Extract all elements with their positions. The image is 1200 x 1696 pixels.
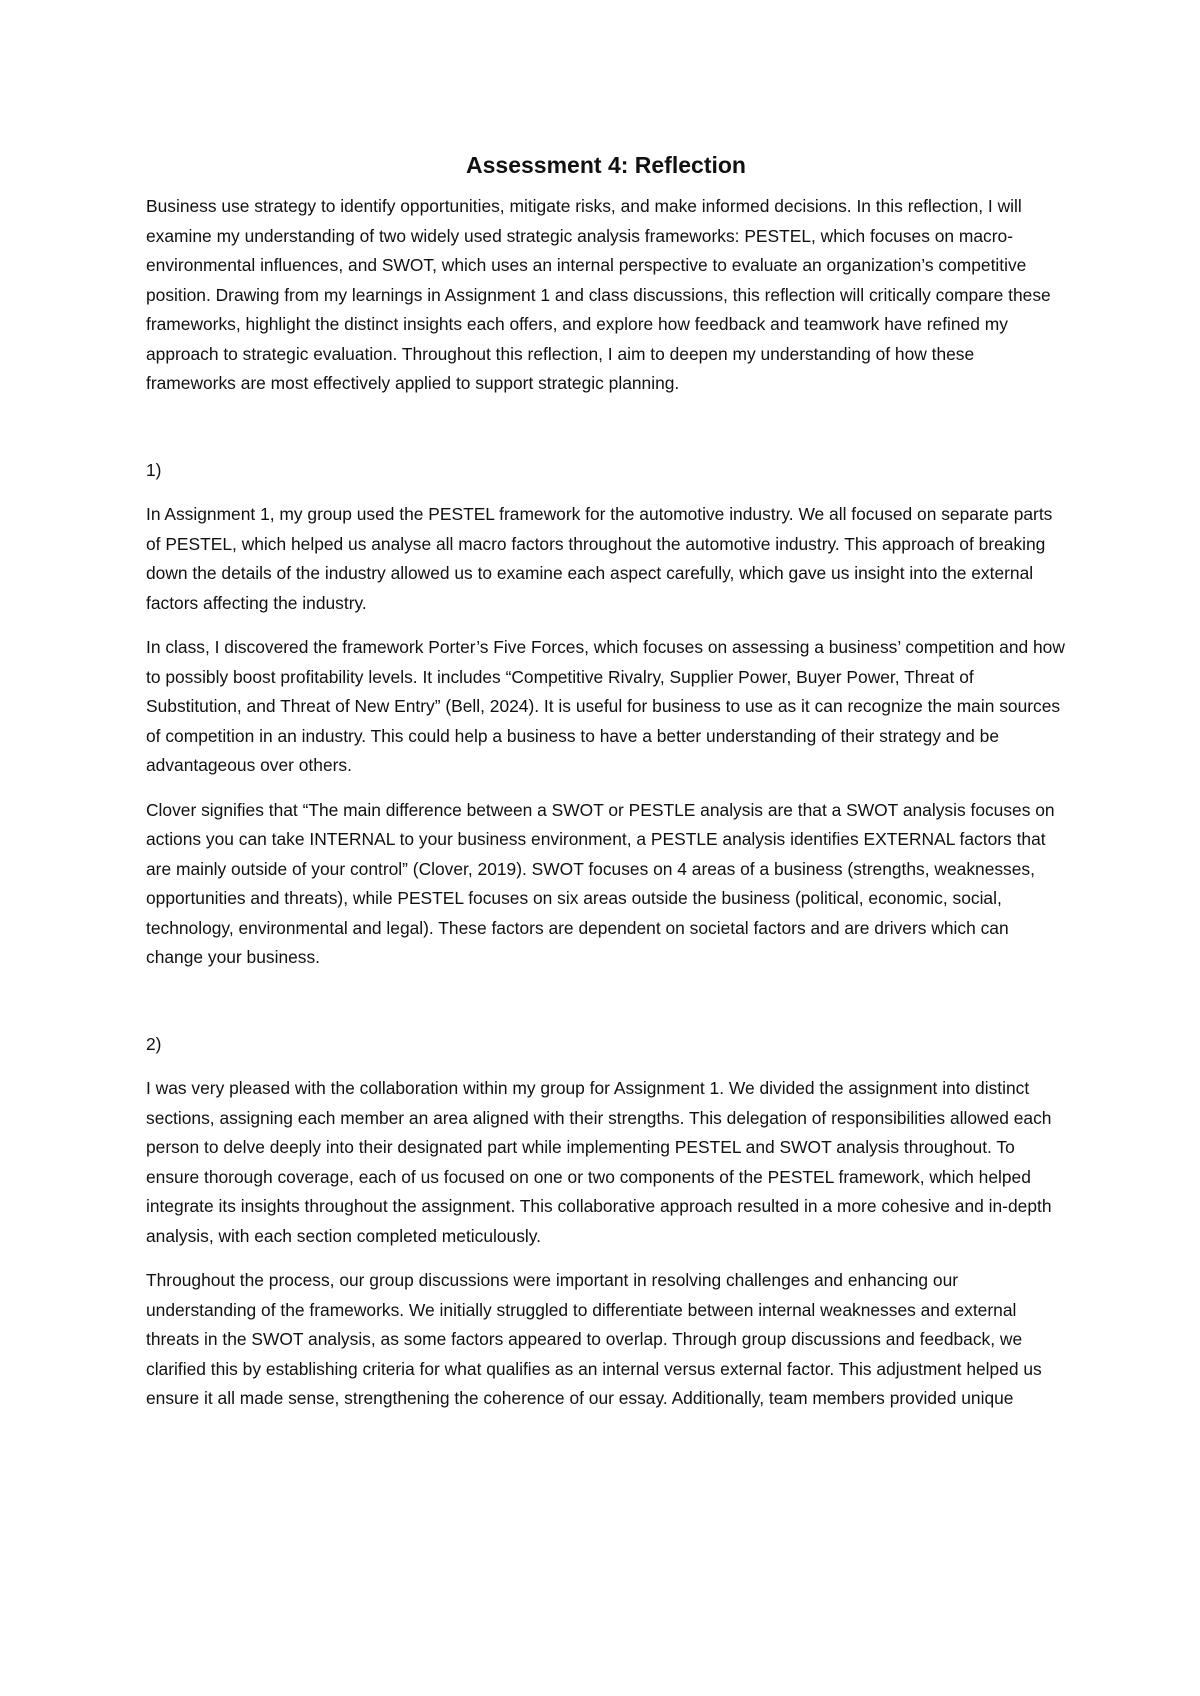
document-body — [146, 148, 1066, 1429]
section-1-paragraph-3: Clover signifies that “The main difference between a SWOT or PESTLE analysis are that a SWOT analysis focuses on actions you can take INTERNAL to your business environment, a PESTLE analysis identifies EXTERNAL factors that are mainly outside of your control” (Clover, 2019). SWOT focuses on 4 areas of a business (strengths, weaknesses, opportunities and threats), while PESTEL focuses on six areas outside the business (political, economic, social, technology, environmental and legal). These factors are dependent on societal factors and are drivers which can change your business. — [146, 799, 1055, 967]
document-title: Assessment 4: Reflection — [466, 152, 746, 178]
section-spacer — [146, 988, 1066, 1030]
section-1-paragraph-2: In class, I discovered the framework Porter’s Five Forces, which focuses on assessing a business’ competition and how to possibly boost profitability levels. It includes “Competitive Rivalry, Supplier Power, Buyer Power, Threat of Substitution, and Threat of New Entry” (Bell, 2024). It is useful for business to use as it can recognize the main sources of competition in an industry. This could help a business to have a better understanding of their strategy and be advantageous over others. — [146, 637, 1065, 775]
section-2-paragraph-1: I was very pleased with the collaboration within my group for Assignment 1. We divided the assignment into distinct sections, assigning each member an area aligned with their strengths. This delegation of responsibilities allowed each person to delve deeply into their designated part while implementing PESTEL and SWOT analysis throughout. To ensure thorough coverage, each of us focused on one or two components of the PESTEL framework, which helped integrate its insights throughout the assignment. This collaborative approach resulted in a more cohesive and in-depth analysis, with each section completed meticulously. — [146, 1078, 1052, 1246]
section-2-number: 2) — [146, 1033, 162, 1054]
section-2-paragraph-2: Throughout the process, our group discussions were important in resolving challenges and enhancing our understanding of the frameworks. We initially struggled to differentiate between internal weaknesses and external threats in the SWOT analysis, as some factors appeared to overlap. Through group discussions and feedback, we clarified this by establishing criteria for what qualifies as an internal versus external factor. This adjustment helped us ensure it all made sense, strengthening the coherence of our essay. Additionally, team members provided unique — [146, 1270, 1042, 1408]
section-1-paragraph-1: In Assignment 1, my group used the PESTEL framework for the automotive industry. We all focused on separate parts of PESTEL, which helped us analyse all macro factors throughout the automotive industry. This approach of breaking down the details of the industry allowed us to examine each aspect carefully, which gave us insight into the external factors affecting the industry. — [146, 504, 1053, 613]
section-1-number: 1) — [146, 459, 162, 480]
section-spacer — [146, 414, 1066, 456]
intro-paragraph: Business use strategy to identify opportunities, mitigate risks, and make informed decisions. In this reflection, I will examine my understanding of two widely used strategic analysis frameworks: PESTEL, which focuses on macro-environmental influences, and SWOT, which uses an internal perspective to evaluate an organization’s competitive position. Drawing from my learnings in Assignment 1 and class discussions, this reflection will critically compare these frameworks, highlight the distinct insights each offers, and explore how feedback and teamwork have refined my approach to strategic evaluation. Throughout this reflection, I aim to deepen my understanding of how these frameworks are most effectively applied to support strategic planning. — [146, 196, 1051, 393]
